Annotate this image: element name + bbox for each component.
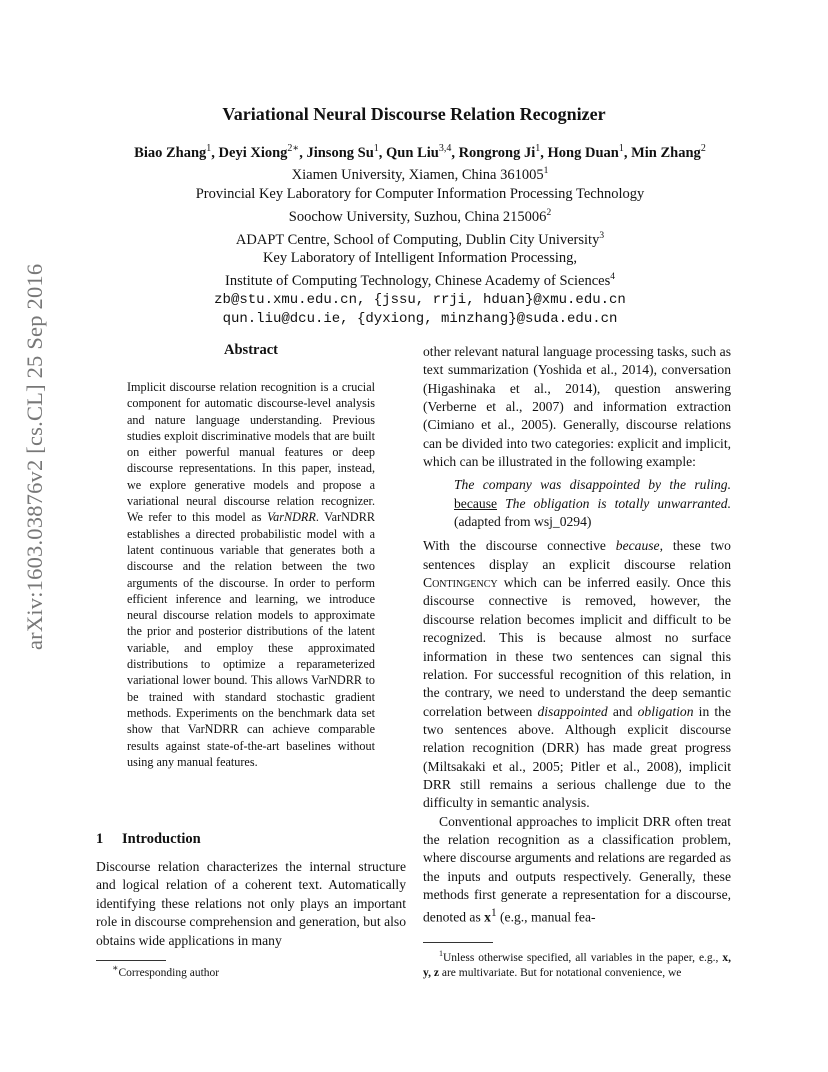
intro-paragraph-3: Conventional approaches to implicit DRR often treat the relation recognition as a classification problem, where discourse arguments and relations are regarded as the inputs and outputs respectively. Generally, these methods first generate a representation for a discourse, denoted as $x^1$ (e.g., manual fea- (423, 813, 731, 925)
email-line-2: qun.liu@dcu.ie, {dyxiong, minzhang}@suda.edu.cn (222, 311, 618, 328)
author-name: Biao Zhang (134, 144, 207, 161)
author-list: Biao Zhang$^1$, Deyi Xiong$^{2∗}$, Jinsong Su$^1$, Qun Liu$^{3,4}$, Rongrong Ji$^1$, Hong Duan$^1$, Min Zhang$^2$ (134, 143, 706, 161)
affiliation-block (60, 162, 780, 329)
author-affil-mark: 3,4 (438, 143, 452, 154)
author-affil-mark: 1 (373, 143, 379, 154)
author-name: Deyi Xiong (218, 144, 288, 161)
connective: because (454, 495, 498, 511)
paper-title: Variational Neural Discourse Relation Recognizer (222, 104, 606, 124)
affiliation-line: Soochow University, Suzhou, China 215006$^2$ (288, 207, 552, 225)
intro-paragraph-2: With the discourse connective because, these two sentences display an explicit discourse relation Contingency which can be inferred easily. Once this discourse connective is removed, however, the discourse relation becomes implicit and difficult to be recognized. This is because almost no surface information in these two sentences can signal this relation. For successful recognition of this relation, in the contrary, we need to understand the deep semantic correlation between disappointed and obligation in the two sentences above. Although explicit discourse relation recognition (DRR) has made great progress (Miltsakaki et al., 2005; Pitler et al., 2008), implicit DRR still remains a serious challenge due to the difficulty in semantic analysis. (423, 538, 731, 811)
author-affil-mark: 2∗ (287, 143, 300, 154)
affiliation-line: Key Laboratory of Intelligent Information Processing, (262, 250, 578, 267)
email-line-1: zb@stu.xmu.edu.cn, {jssu, rrji, hduan}@xmu.edu.cn (214, 292, 626, 309)
intro-paragraph-right-1: other relevant natural language processing tasks, such as text summarization (Yoshida et al., 2014), conversation (Higashinaka et al., 2014), question answering (Verberne et al., 2007) and information extraction (Cimiano et al., 2005). Generally, discourse relations can be divided into two categories: explicit and implicit, which can be illustrated in the following example: (423, 344, 731, 470)
model-name: VarNDRR (267, 510, 316, 525)
author-affil-mark: 2 (700, 143, 706, 154)
author-name: Rongrong Ji (458, 144, 536, 161)
affiliation-line: Institute of Computing Technology, Chinese Academy of Sciences$^4$ (225, 272, 615, 290)
abstract-heading: Abstract (224, 342, 278, 358)
author-affil-mark: 1 (535, 143, 541, 154)
affiliation-line: Xiamen University, Xiamen, China 361005$^1$ (291, 166, 549, 183)
affiliation-line: ADAPT Centre, School of Computing, Dublin City University$^3$ (235, 230, 605, 248)
section-heading-introduction: 1 Introduction (96, 831, 201, 847)
author-name: Hong Duan (547, 144, 619, 161)
example-quote: The company was disappointed by the ruling. because The obligation is totally unwarranted. (adapted from wsj_0294) (454, 477, 732, 530)
author-affil-mark: 1 (206, 143, 212, 154)
abstract-text: Implicit discourse relation recognition is a crucial component for automatic discourse-level analysis and nature language understanding. Previous studies exploit discriminative models that are built on either powerful manual features or deep discourse representations. In this paper, instead, we explore generative models and propose a variational neural discourse relation recognizer. We refer to this model as VarNDRR. VarNDRR establishes a directed probabilistic model with a latent continuous variable that generates both a discourse and the relation between the two arguments of the discourse. In order to perform efficient inference and learning, we introduce neural discourse relation models to approximate the prior and posterior distributions of the latent variable, and employ these approximated distributions to optimize a reparameterized variational lower bound. This allows VarNDRR to be trained with standard stochastic gradient methods. Experiments on the benchmark data set show that VarNDRR can achieve comparable results against state-of-the-art baselines without using any manual features. (127, 380, 375, 769)
arxiv-sidebar-stamp: arXiv:1603.03876v2 [cs.CL] 25 Sep 2016 (22, 263, 47, 650)
right-column (423, 343, 731, 927)
footnote-corresponding: ∗Corresponding author (112, 963, 220, 979)
author-name: Min Zhang (631, 144, 701, 161)
footnote-1: $^1$Unless otherwise specified, all variables in the paper, e.g., x, y, z are multivariate. But for notational convenience, we (423, 949, 731, 979)
intro-paragraph-1: Discourse relation characterizes the internal structure and logical relation of a coherent text. Automatically identifying these relations not only plays an important role in discourse comprehension and generation, but also obtains wide applications in many (96, 859, 406, 948)
author-affil-mark: 1 (618, 143, 624, 154)
footnote-rule-left (96, 960, 166, 961)
author-name: Qun Liu (386, 144, 439, 161)
affiliation-line: Provincial Key Laboratory for Computer Information Processing Technology (195, 185, 645, 202)
author-name: Jinsong Su (306, 144, 374, 161)
footnote-rule-right (423, 942, 493, 943)
